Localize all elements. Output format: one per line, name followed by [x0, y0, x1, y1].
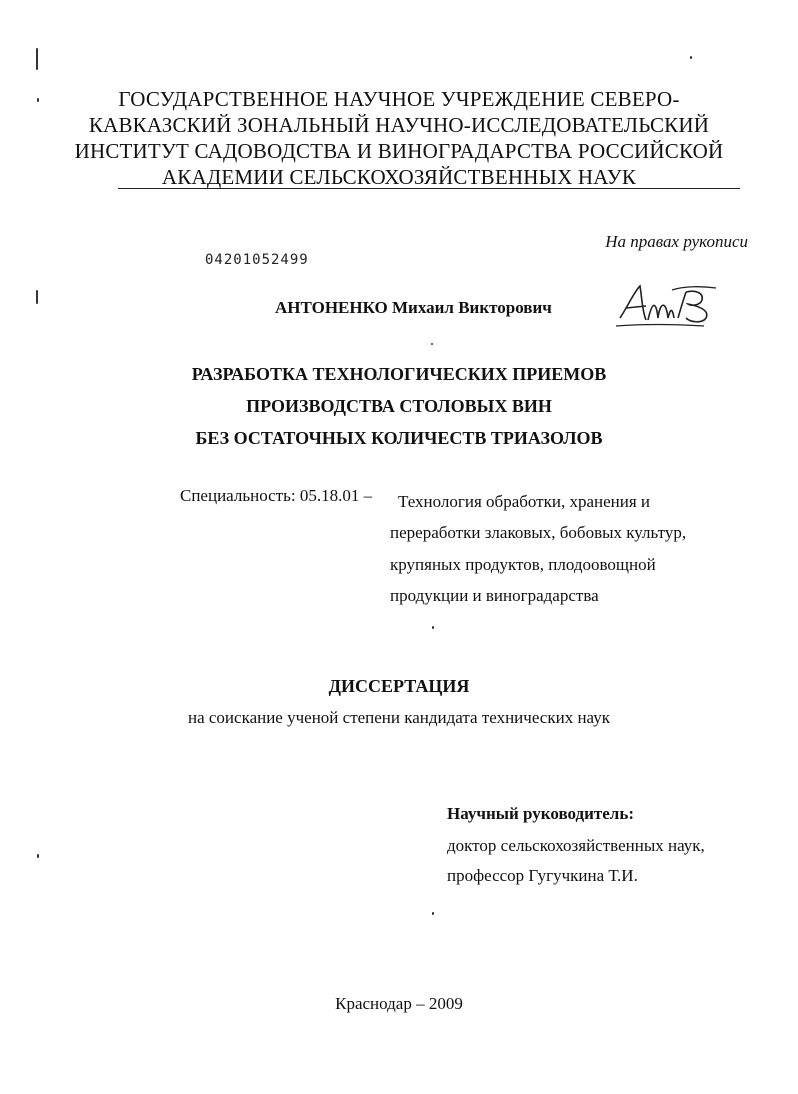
title-line: БЕЗ ОСТАТОЧНЫХ КОЛИЧЕСТВ ТРИАЗОЛОВ: [195, 428, 603, 448]
specialty-line: Технология обработки, хранения и: [398, 492, 651, 511]
signature-icon: [612, 280, 724, 332]
document-type: ДИССЕРТАЦИЯ: [328, 676, 470, 696]
scan-speck: [690, 56, 692, 59]
supervisor-degree: доктор сельскохозяйственных наук,: [447, 836, 705, 855]
catalog-code: 04201052499: [205, 252, 309, 268]
dissertation-title: [0, 358, 798, 454]
scan-speck: [432, 912, 434, 915]
scan-speck: [36, 48, 38, 70]
specialty-label: Специальность: 05.18.01 –: [180, 486, 373, 505]
manuscript-note: На правах рукописи: [605, 232, 748, 251]
title-line: РАЗРАБОТКА ТЕХНОЛОГИЧЕСКИХ ПРИЕМОВ: [191, 364, 607, 384]
title-line: ПРОИЗВОДСТВА СТОЛОВЫХ ВИН: [246, 396, 552, 416]
scan-speck: [432, 626, 434, 629]
scan-speck: [36, 290, 38, 304]
specialty-description-cont: [390, 517, 770, 612]
specialty-line: крупяных продуктов, плодоовощной: [390, 554, 656, 574]
scan-speck: [37, 854, 39, 858]
specialty-description: [398, 486, 778, 518]
institution-line: ИНСТИТУТ САДОВОДСТВА И ВИНОГРАДАРСТВА РОССИЙСКОЙ: [74, 139, 724, 163]
supervisor-name: профессор Гугучкина Т.И.: [447, 866, 638, 885]
scan-speck: [431, 343, 433, 345]
place-year: Краснодар – 2009: [335, 994, 463, 1013]
header-divider: [118, 188, 740, 189]
institution-line: ГОСУДАРСТВЕННОЕ НАУЧНОЕ УЧРЕЖДЕНИЕ СЕВЕРО-: [118, 87, 680, 111]
degree-line: на соискание ученой степени кандидата технических наук: [187, 708, 610, 727]
author-name: АНТОНЕНКО Михаил Викторович: [275, 298, 552, 317]
institution-line: АКАДЕМИИ СЕЛЬСКОХОЗЯЙСТВЕННЫХ НАУК: [161, 165, 637, 189]
institution-header: [0, 86, 798, 190]
institution-line: КАВКАЗСКИЙ ЗОНАЛЬНЫЙ НАУЧНО-ИССЛЕДОВАТЕЛЬСКИЙ: [88, 113, 710, 137]
supervisor-title: Научный руководитель:: [447, 804, 634, 823]
scan-speck: [37, 98, 39, 102]
specialty-line: переработки злаковых, бобовых культур,: [390, 523, 687, 542]
specialty-line: продукции и виноградарства: [390, 586, 599, 605]
